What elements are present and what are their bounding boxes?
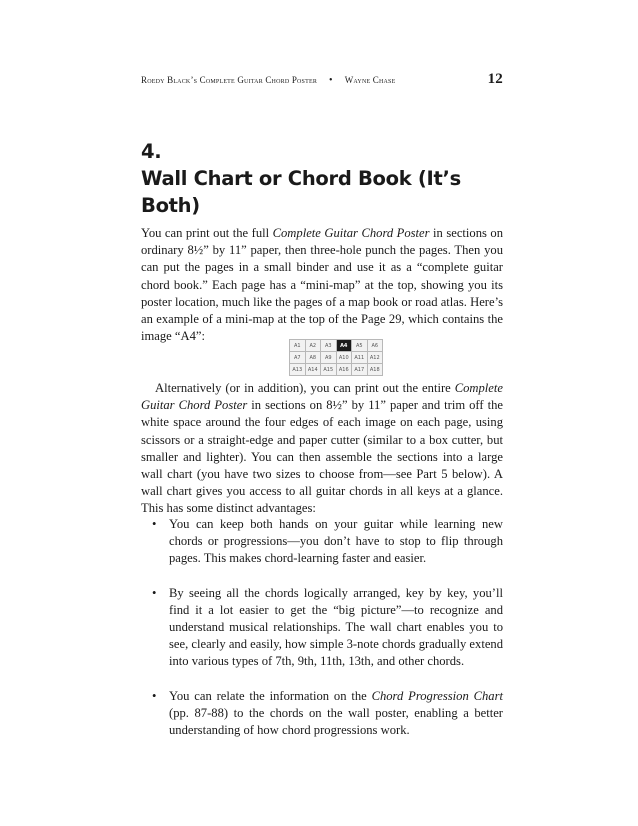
- mini-map-cell: A14: [305, 364, 321, 376]
- poster-name-italic: Complete Guitar Chord Poster: [272, 226, 430, 240]
- header-separator: •: [329, 75, 333, 86]
- mini-map-cell: A18: [367, 364, 383, 376]
- chart-name-italic: Chord Progression Chart: [371, 688, 503, 703]
- mini-map-cell: A6: [367, 340, 383, 352]
- mini-map-row: [290, 352, 383, 364]
- mini-map-cell: A2: [305, 340, 321, 352]
- section-heading: [141, 138, 503, 219]
- list-item-text: By seeing all the chords logically arranged, key by key, you’ll find it a lot easier to get the “big picture”—to recognize and understand musical relationships. The wall chart enables you to see, clearly and easily, how simple 3-note chords gradually extend into various types of 7th, 9th, 11th, 13th, and other chords.: [169, 585, 503, 669]
- running-header: [141, 71, 503, 88]
- section-title: Wall Chart or Chord Book (It’s Both): [141, 167, 461, 217]
- paragraph-text: in sections on ordinary 8½” by 11” paper, then three-hole punch the pages. Then you can put the pages in a small binder and use it as a “complete guitar chord book.” Each page has a “mini-map” at the top, showing you its poster location, much like the pages of a map book or road atlas. Here’s an example of a mini-map at the top of the Page 29, which contains the image “A4”:: [141, 226, 503, 344]
- header-author: Roedy Black’s: [141, 75, 198, 85]
- mini-map-cell: A12: [367, 352, 383, 364]
- list-item-text: You can keep both hands on your guitar while learning new chords or progressions—you don’t have to stop to flip through pages. This makes chord-learning faster and easier.: [169, 517, 503, 566]
- section-number: 4.: [141, 140, 162, 163]
- mini-map-cell: A9: [321, 352, 337, 364]
- paragraph-text: Alternatively (or in addition), you can print out the entire: [155, 381, 455, 395]
- list-item: [152, 688, 503, 740]
- list-item: [152, 585, 503, 671]
- poster-name-italic: Complete Guitar Chord Poster: [141, 381, 503, 413]
- header-book-title: Complete Guitar Chord Poster: [199, 75, 318, 85]
- mini-map-row: [290, 364, 383, 376]
- list-item: [152, 516, 503, 568]
- mini-map-figure: [289, 339, 383, 376]
- mini-map-cell: A1: [290, 340, 306, 352]
- paragraph-alternative: [141, 380, 503, 518]
- mini-map-cell: A13: [290, 364, 306, 376]
- header-publisher: Wayne Chase: [344, 75, 396, 85]
- advantages-list: [152, 516, 503, 756]
- mini-map-cell: A15: [321, 364, 337, 376]
- paragraph-text: You can print out the full: [141, 226, 273, 240]
- mini-map-cell: A17: [352, 364, 368, 376]
- mini-map-cell: A8: [305, 352, 321, 364]
- mini-map-cell: A10: [336, 352, 352, 364]
- mini-map-cell: A11: [352, 352, 368, 364]
- page-number: 12: [487, 71, 503, 87]
- paragraph-text: in sections on 8½” by 11” paper and trim off the white space around the four edges of each image on each page, using scissors or a straight-edge and paper cutter (similar to a box cutter, but smaller and lighter). You can then assemble the sections into a large wall chart (you have two sizes to choose from—see Part 5 below). A wall chart gives you access to all guitar chords in all keys at a glance. This has some distinct advantages:: [141, 398, 503, 516]
- paragraph-intro: [141, 225, 503, 345]
- list-item-text: (pp. 87-88) to the chords on the wall poster, enabling a better understanding of how chord progressions work.: [169, 705, 503, 738]
- mini-map-cell: A16: [336, 364, 352, 376]
- mini-map-cell: A7: [290, 352, 306, 364]
- mini-map-cell: A3: [321, 340, 337, 352]
- list-item-text: You can relate the information on the: [169, 688, 372, 703]
- mini-map-row: [290, 340, 383, 352]
- mini-map-cell: A4: [336, 340, 352, 352]
- mini-map-cell: A5: [352, 340, 368, 352]
